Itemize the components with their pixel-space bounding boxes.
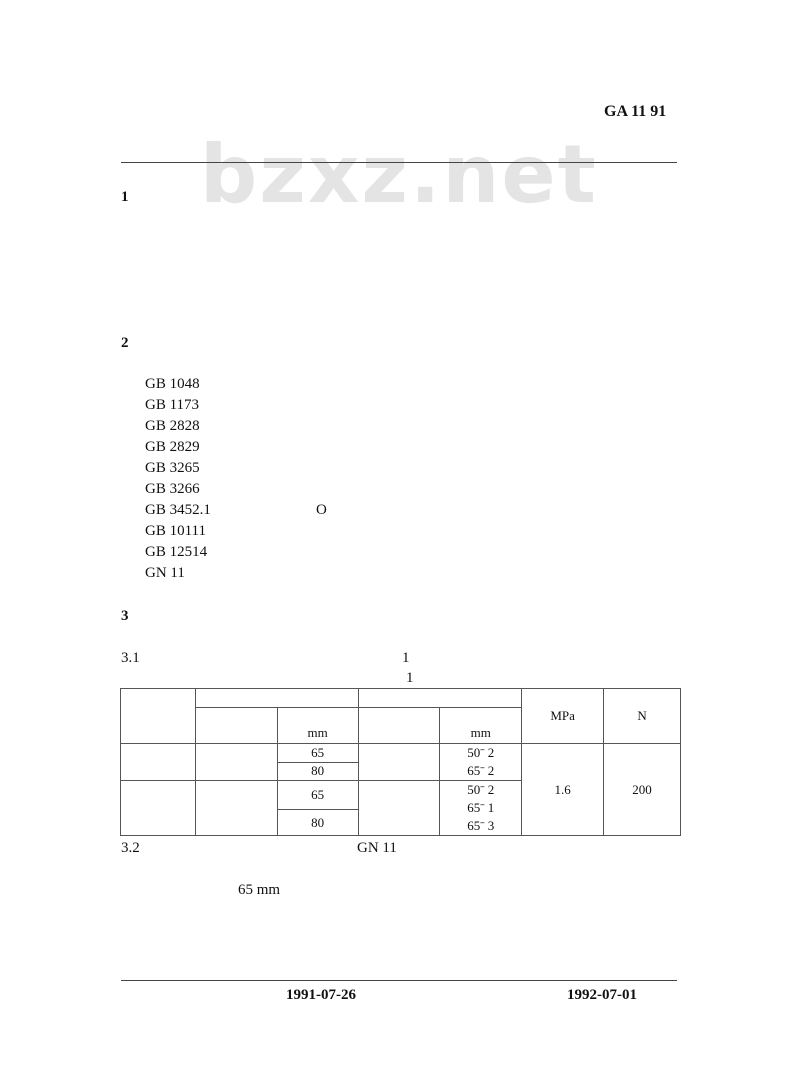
table-cell: 80	[277, 810, 358, 836]
clause-3-2-dimension: 65 mm	[238, 882, 281, 898]
table-header-cell	[358, 708, 440, 744]
table-cell	[440, 744, 522, 781]
reference-item: GB 1048	[145, 376, 200, 392]
force-unit: N	[604, 689, 681, 744]
thread-value: 50ˉ 2	[467, 745, 495, 760]
thread-unit: mm	[440, 708, 522, 744]
table-cell	[195, 781, 277, 836]
table-cell: 65	[277, 744, 358, 763]
standard-code: GA 11 91	[604, 103, 667, 120]
table-cell	[358, 744, 440, 781]
table-caption: 1	[406, 670, 414, 686]
thread-value: 65ˉ 3	[467, 818, 495, 833]
table-cell	[121, 744, 196, 781]
table-header-cell	[195, 708, 277, 744]
table-cell	[358, 781, 440, 836]
clause-3-1-number: 3.1	[121, 650, 140, 666]
reference-item: GN 11	[145, 565, 185, 581]
table-header-cell	[358, 689, 522, 708]
pressure-unit: MPa	[522, 689, 604, 744]
footer-rule	[121, 980, 677, 981]
reference-item: GB 2829	[145, 439, 200, 455]
section-2-heading: 2	[121, 335, 129, 351]
thread-value: 65ˉ 1	[467, 800, 495, 815]
table-cell	[121, 781, 196, 836]
clause-3-2-number: 3.2	[121, 840, 140, 856]
thread-value: 50ˉ 2	[467, 782, 495, 797]
reference-item: GB 3452.1	[145, 502, 211, 518]
thread-value: 65ˉ 2	[467, 763, 495, 778]
reference-item: GB 10111	[145, 523, 206, 539]
header-rule	[121, 162, 677, 163]
table-cell	[195, 744, 277, 781]
reference-item: GB 3266	[145, 481, 200, 497]
force-value: 200	[604, 744, 681, 836]
reference-note: O	[316, 502, 327, 518]
section-1-heading: 1	[121, 189, 129, 205]
reference-item: GB 12514	[145, 544, 208, 560]
clause-3-1-table-ref: 1	[402, 650, 410, 666]
spec-table	[120, 688, 681, 836]
table-cell	[440, 781, 522, 836]
reference-item: GB 3265	[145, 460, 200, 476]
table-cell: 80	[277, 762, 358, 781]
section-3-heading: 3	[121, 608, 129, 624]
clause-3-2-ref: GN 11	[357, 840, 397, 856]
pressure-value: 1.6	[522, 744, 604, 836]
table-header-cell	[121, 689, 196, 744]
table-header-cell	[195, 689, 358, 708]
watermark: bzxz.net	[200, 128, 598, 221]
issue-date: 1991-07-26	[286, 987, 356, 1003]
reference-item: GB 1173	[145, 397, 200, 413]
table-cell: 65	[277, 781, 358, 810]
effective-date: 1992-07-01	[567, 987, 637, 1003]
reference-item: GB 2828	[145, 418, 200, 434]
size-unit: mm	[277, 708, 358, 744]
